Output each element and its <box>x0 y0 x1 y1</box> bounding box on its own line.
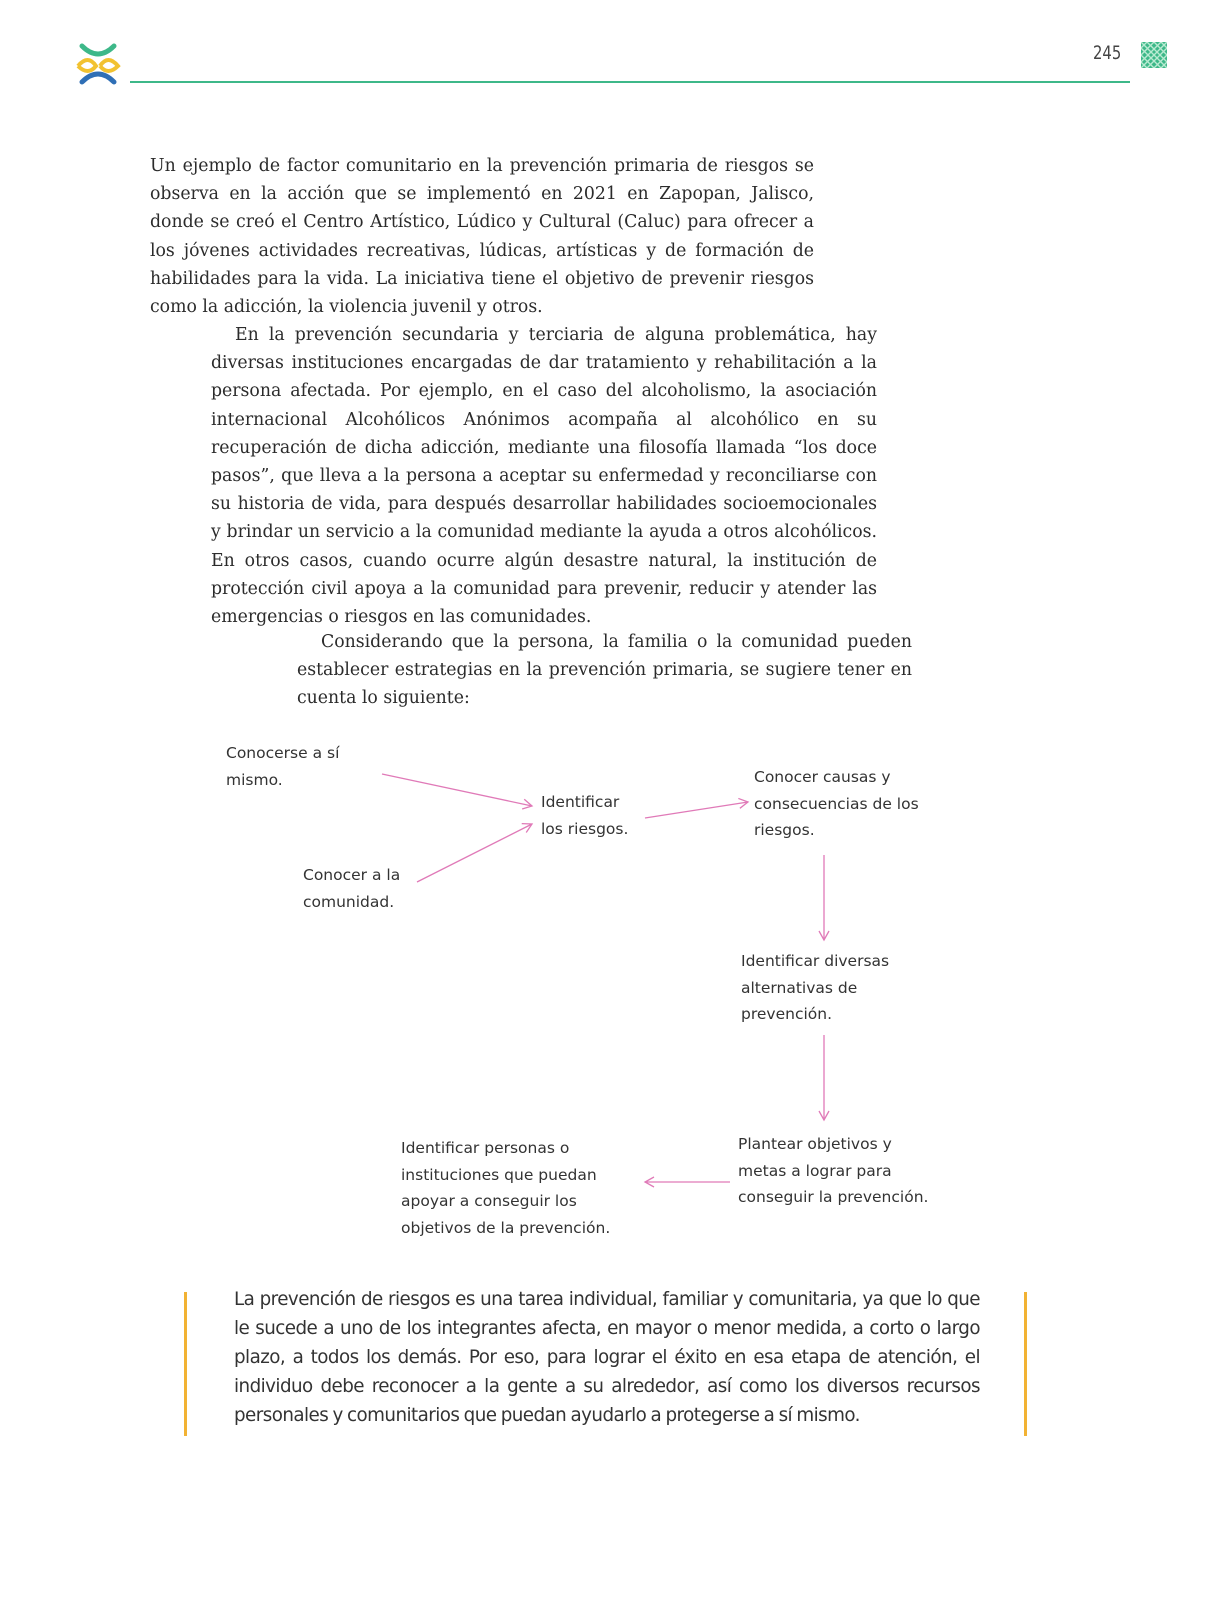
paragraph-secondary-prevention: En la prevención secundaria y terciaria de alguna problemática, hay diversas instituciones encargadas de dar tratamiento y rehabilitación a la persona afectada. Por ejemplo, en el caso del alcoholismo, la asociación internacional Alcohólicos Anónimos acompaña al alcohólico en su recuperación de dicha adicción, mediante una filosofía llamada “los doce pasos”, que lleva a la persona a aceptar su enfermedad y reconciliarse con su historia de vida, para después desarrollar habilidades socioemocionales y brindar un servicio a la comunidad mediante la ayuda a otros alcohólicos. En otros casos, cuando ocurre algún desastre natural, la institución de protección civil apoya a la comunidad para prevenir, reducir y atender las emergencias o riesgos en las comunidades. <box>211 325 877 628</box>
callout-bar-right <box>1024 1292 1027 1436</box>
arrow-conocerse-to-riesgos <box>382 774 532 806</box>
flow-node-identificar-riesgos: Identificar los riesgos. <box>541 793 629 838</box>
paragraph-primary-prevention-intro: Considerando que la persona, la familia o la comunidad pueden establecer estrategias en la prevención primaria, se sugiere tener en cuenta lo siguiente: <box>297 632 912 709</box>
callout-bar-left <box>184 1292 187 1436</box>
flow-node-personas: Identificar personas o instituciones que puedan apoyar a conseguir los objetivos de la prevención. <box>401 1139 611 1237</box>
flow-node-objetivos: Plantear objetivos y metas a lograr para conseguir la prevención. <box>738 1135 929 1206</box>
flow-node-comunidad: Conocer a la comunidad. <box>303 866 401 911</box>
page-number: 245 <box>1093 42 1122 64</box>
callout-text: La prevención de riesgos es una tarea individual, familiar y comunitaria, ya que lo que le sucede a uno de los integrantes afecta, en mayor o menor medida, a corto o largo plazo, a todos los demás. Por eso, para lograr el éxito en esa etapa de atención, el individuo debe reconocer a la gente a su alrededor, así como los diversos recursos personales y comunitarios que puedan ayudarlo a protegerse a sí mismo. <box>234 1289 980 1426</box>
flow-node-alternativas: Identificar diversas alternativas de prevención. <box>741 952 890 1023</box>
arrow-comunidad-to-riesgos <box>417 824 532 882</box>
header-rule <box>130 81 1130 83</box>
arrow-riesgos-to-causas <box>645 802 748 818</box>
green-pattern-square-icon <box>1141 42 1167 68</box>
double-arc-logo-icon <box>74 40 122 88</box>
paragraph-caluc: Un ejemplo de factor comunitario en la prevención primaria de riesgos se observa en la acción que se implementó en 2021 en Zapopan, Jalisco, donde se creó el Centro Artístico, Lúdico y Cultural (Caluc) para ofrecer a los jóvenes actividades recreativas, lúdicas, artísticas y de formación de habilidades para la vida. La iniciativa tiene el objetivo de prevenir riesgos como la adicción, la violencia juvenil y otros. <box>150 156 814 318</box>
flow-node-conocerse: Conocerse a sí mismo. <box>226 744 340 789</box>
flow-node-causas: Conocer causas y consecuencias de los riesgos. <box>754 768 919 839</box>
